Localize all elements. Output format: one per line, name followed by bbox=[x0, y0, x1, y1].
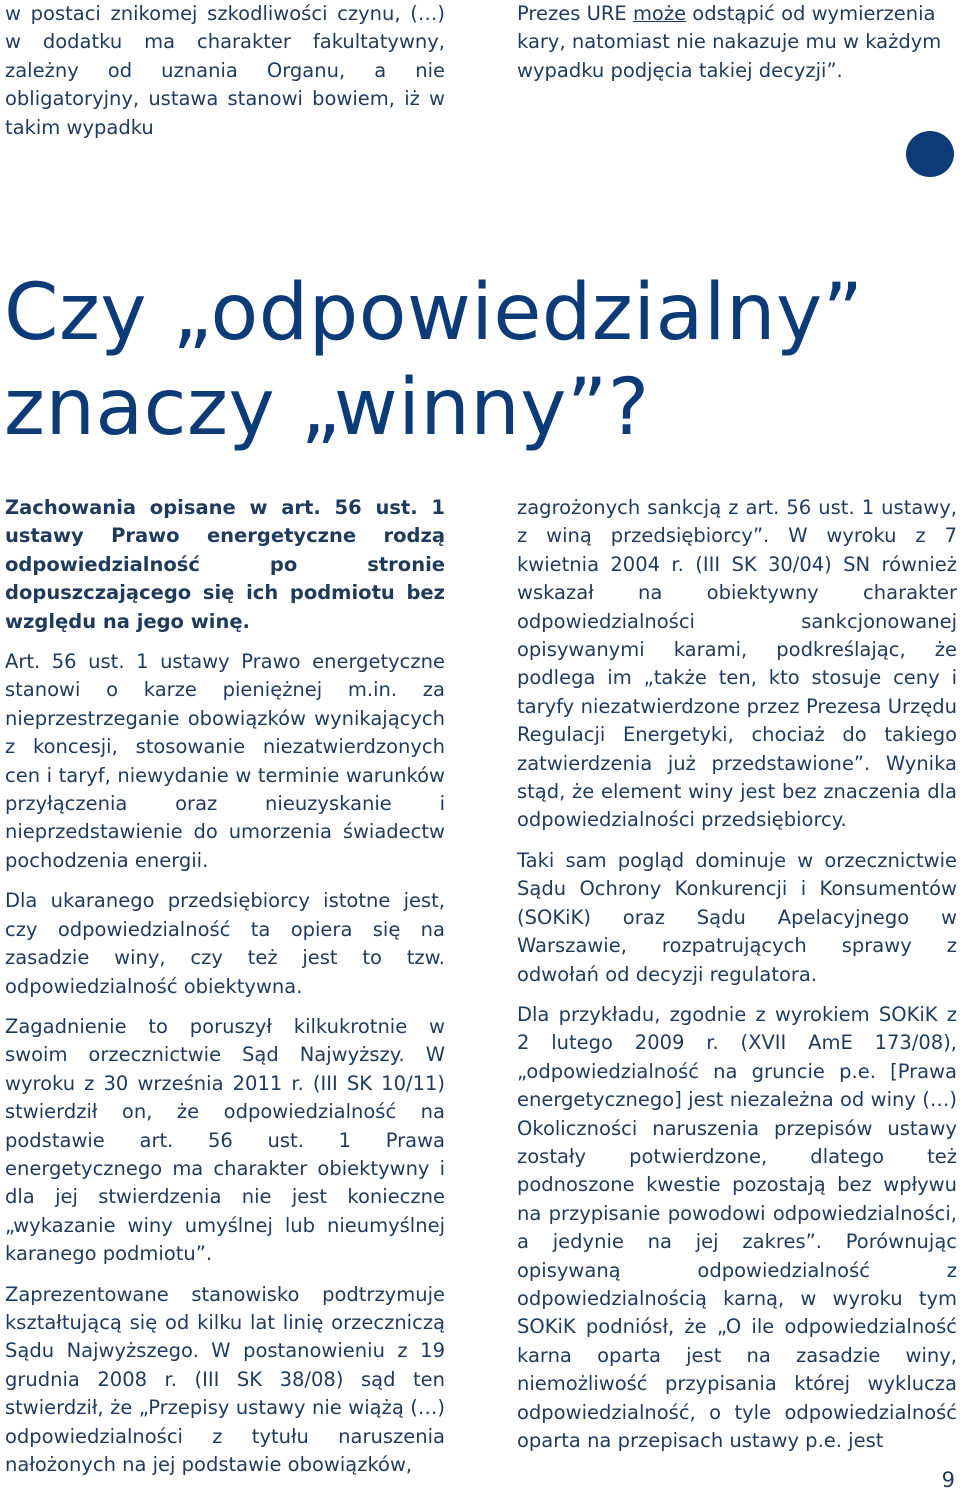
page-number: 9 bbox=[941, 1468, 955, 1492]
section-heading bbox=[4, 266, 864, 456]
top-right-text-end: odstąpić od wymierzenia kary, natomiast nie nakazuje mu w każdym wypadku podjęcia takiej decyzji”. bbox=[517, 2, 942, 82]
top-right-text-start: Prezes URE bbox=[517, 2, 633, 25]
left-paragraph-1: Art. 56 ust. 1 ustawy Prawo energetyczne stanowi o karze pieniężnej m.in. za nieprzestrzeganie obowiązków wynikających z koncesji, stosowanie niezatwierdzonych cen i taryf, niewydanie w terminie warunków przyłączenia oraz nieuzyskanie i nieprzedstawienie do umorzenia świadectw pochodzenia energii. bbox=[5, 650, 445, 872]
top-left-column bbox=[5, 0, 445, 154]
top-left-paragraph: w postaci znikomej szkodliwości czynu, (…) w dodatku ma charakter fakultatywny, zależny od uznania Organu, a nie obligatoryjny, ustawa stanowi bowiem, iż w takim wypadku bbox=[5, 2, 445, 139]
left-paragraph-4: Zaprezentowane stanowisko podtrzymuje kształtującą się od kilku lat linię orzeczniczą Sądu Najwyższego. W postanowieniu z 19 grudnia 2008 r. (III SK 38/08) sąd ten stwierdził, że „Przepisy ustawy nie wiążą (…) odpowiedzialności z tytułu naruszenia nałożonych na jej podstawie obowiązków, bbox=[5, 1282, 445, 1476]
right-column bbox=[517, 494, 957, 1467]
right-paragraph-2: Taki sam pogląd dominuje w orzecznictwie Sądu Ochrony Konkurencji i Konsumentów (SOKiK) oraz Sądu Apelacyjnego w Warszawie, rozpatrujących sprawy z odwołań od decyzji regulatora. bbox=[517, 848, 957, 986]
right-paragraph-3: Dla przykładu, zgodnie z wyrokiem SOKiK z 2 lutego 2009 r. (XVII AmE 173/08), „odpowiedzialność na gruncie p.e. [Prawa energetycznego] jest niezależna od winy (…) Okoliczności naruszenia przepisów ustawy zostały potwierdzone, dlatego też podnoszone kwestie pozostają bez wpływu na przypisanie powodowi odpowiedzialności, a jedynie na jej zakres”. Porównując opisywaną odpowiedzialność z odpowiedzialnością karną, w wyroku tym SOKiK podniósł, że „O ile odpowiedzialność karna oparta jest na zasadzie winy, niemożliwość przypisania której wyklucza odpowiedzialność, o tyle odpowiedzialność oparta na przepisach ustawy p.e. jest bbox=[517, 1002, 957, 1452]
underlined-word: może bbox=[632, 2, 687, 25]
left-column bbox=[5, 494, 445, 1491]
right-paragraph-1: zagrożonych sankcją z art. 56 ust. 1 ustawy, z winą przedsiębiorcy”. W wyroku z 7 kwietnia 2004 r. (III SK 30/04) SN również wskazał na obiektywny charakter odpowiedzialności sankcjonowanej opisywanymi karami, podkreślając, że podlega im „także ten, kto stosuje ceny i taryfy niezatwierdzone przez Prezesa Urzędu Regulacji Energetyki, chociaż do takiego zatwierdzenia już przedstawione”. Wynika stąd, że element winy jest bez znaczenia dla odpowiedzialności przedsiębiorcy. bbox=[517, 496, 957, 832]
left-paragraph-2: Dla ukaranego przedsiębiorcy istotne jest, czy odpowiedzialność ta opiera się na zasadzie winy, czy też jest to tzw. odpowiedzialność obiektywna. bbox=[5, 889, 445, 998]
section-bullet-icon bbox=[906, 131, 954, 177]
top-right-paragraph bbox=[517, 0, 957, 85]
lead-paragraph: Zachowania opisane w art. 56 ust. 1 ustawy Prawo energetyczne rodzą odpowiedzialność po stronie dopuszczającego się ich podmiotu bez względu na jego winę. bbox=[5, 496, 445, 633]
heading-line-2: znaczy „winny”? bbox=[4, 363, 650, 453]
top-right-column bbox=[517, 0, 957, 97]
heading-line-1: Czy „odpowiedzialny” bbox=[4, 268, 864, 358]
left-paragraph-3: Zagadnienie to poruszył kilkukrotnie w swoim orzecznictwie Sąd Najwyższy. W wyroku z 30 września 2011 r. (III SK 10/11) stwierdził on, że odpowiedzialność na podstawie art. 56 ust. 1 Prawa energetycznego ma charakter obiektywny i dla jej stwierdzenia nie jest konieczne „wykazanie winy umyślnej lub nieumyślnej karanego podmiotu”. bbox=[5, 1014, 445, 1266]
